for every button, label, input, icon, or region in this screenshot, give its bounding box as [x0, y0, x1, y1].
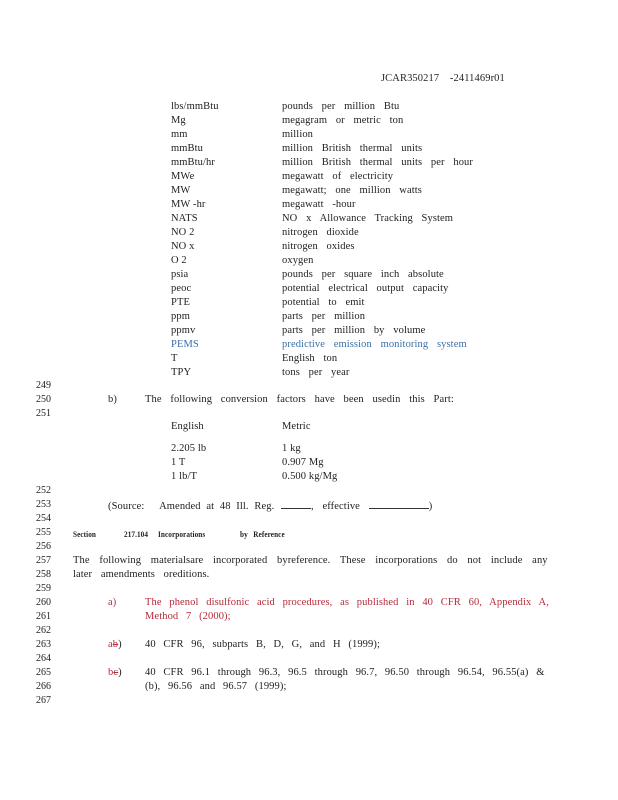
abbreviation-definition: predictive emission monitoring system — [282, 339, 467, 350]
source-amended: Amended at 48 Ill. Reg. — [159, 501, 275, 512]
line-number: 265 — [36, 667, 51, 678]
abbreviation-term: NO x — [171, 241, 195, 252]
line-number: 256 — [36, 541, 51, 552]
abbreviation-definition: million — [282, 129, 314, 140]
abbreviation-definition: megagram or metric ton — [282, 115, 404, 126]
document-id-suffix: -2411469r01 — [449, 73, 505, 84]
abbreviation-definition: oxygen — [282, 255, 314, 266]
line-number: 267 — [36, 695, 51, 706]
abbreviation-term: NO 2 — [171, 227, 195, 238]
line-number: 260 — [36, 597, 51, 608]
line-number: 249 — [36, 380, 51, 391]
abbreviation-term: mmBtu/hr — [171, 157, 215, 168]
abbreviation-definition: nitrogen dioxide — [282, 227, 359, 238]
line-number: 261 — [36, 611, 51, 622]
abbreviation-definition: tons per year — [282, 367, 350, 378]
source-note — [108, 499, 432, 513]
item-a-text: The phenol disulfonic acid procedures, as published in 40 CFR 60, Appendix A, — [145, 597, 549, 608]
section-title-continued: by Reference — [240, 530, 285, 539]
line-number: 262 — [36, 625, 51, 636]
abbreviation-term: PTE — [171, 297, 190, 308]
item-b-label-paren: ) — [118, 639, 122, 650]
conversion-header-english: English — [171, 421, 204, 432]
abbreviation-definition: million British thermal units — [282, 143, 423, 154]
abbreviation-term: peoc — [171, 283, 192, 294]
abbreviation-definition: megawatt; one million watts — [282, 185, 422, 196]
abbreviation-term: MWe — [171, 171, 195, 182]
abbreviation-term: mm — [171, 129, 188, 140]
conversion-metric-value: 1 kg — [282, 443, 301, 454]
item-c-label-new: b — [108, 667, 114, 678]
abbreviation-definition: NO x Allowance Tracking System — [282, 213, 454, 224]
abbreviation-term: Mg — [171, 115, 186, 126]
incorporation-paragraph-line: The following materialsare incorporated byreference. These incorporations do not include any — [73, 555, 548, 566]
item-b-text: 40 CFR 96, subparts B, D, G, and H (1999); — [145, 639, 380, 650]
section-word: Section — [73, 530, 97, 539]
abbreviation-definition: nitrogen oxides — [282, 241, 355, 252]
abbreviation-term: TPY — [171, 367, 192, 378]
conversion-label: b) — [108, 394, 117, 405]
conversion-metric-value: 0.500 kg/Mg — [282, 471, 338, 482]
abbreviation-definition: potential electrical output capacity — [282, 283, 449, 294]
item-a-text-continued: Method 7 (2000); — [145, 611, 231, 622]
item-b-label-old: b — [112, 639, 119, 650]
line-number: 264 — [36, 653, 51, 664]
line-number: 255 — [36, 527, 51, 538]
line-number: 251 — [36, 408, 51, 419]
line-number: 253 — [36, 499, 51, 510]
abbreviation-term: O 2 — [171, 255, 187, 266]
section-title: Incorporations — [158, 530, 206, 539]
section-number: 217.104 — [124, 530, 149, 539]
abbreviation-definition: pounds per square inch absolute — [282, 269, 444, 280]
abbreviation-term: lbs/mmBtu — [171, 101, 219, 112]
line-number: 258 — [36, 569, 51, 580]
conversion-metric-value: 0.907 Mg — [282, 457, 324, 468]
line-number: 250 — [36, 394, 51, 405]
incorporation-paragraph-line: later amendments oreditions. — [73, 569, 210, 580]
conversion-header-metric: Metric — [282, 421, 311, 432]
abbreviation-definition: million British thermal units per hour — [282, 157, 473, 168]
line-number: 252 — [36, 485, 51, 496]
item-c-text: 40 CFR 96.1 through 96.3, 96.5 through 96.7, 96.50 through 96.54, 96.55(a) & — [145, 667, 545, 678]
conversion-english-value: 1 lb/T — [171, 471, 197, 482]
line-number: 254 — [36, 513, 51, 524]
line-number: 266 — [36, 681, 51, 692]
item-c-label-old: c — [113, 667, 119, 678]
reg-number-blank — [281, 499, 311, 509]
conversion-intro: The following conversion factors have been usedin this Part: — [145, 394, 454, 405]
item-a-label: a) — [108, 597, 117, 608]
conversion-english-value: 2.205 lb — [171, 443, 207, 454]
abbreviation-term: ppmv — [171, 325, 196, 336]
source-prefix: (Source: — [108, 501, 145, 512]
item-c-label-paren: ) — [118, 667, 122, 678]
abbreviation-term: PEMS — [171, 339, 199, 350]
line-number: 257 — [36, 555, 51, 566]
abbreviation-definition: English ton — [282, 353, 338, 364]
item-b-label-new: a — [108, 639, 113, 650]
effective-date-blank — [369, 499, 429, 509]
abbreviation-term: MW — [171, 185, 191, 196]
line-number: 259 — [36, 583, 51, 594]
document-id — [381, 73, 505, 85]
item-c-text-continued: (b), 96.56 and 96.57 (1999); — [145, 681, 287, 692]
abbreviation-definition: parts per million by volume — [282, 325, 426, 336]
abbreviation-term: psia — [171, 269, 189, 280]
conversion-english-value: 1 T — [171, 457, 186, 468]
line-number: 263 — [36, 639, 51, 650]
item-c-label — [108, 667, 122, 679]
abbreviation-term: ppm — [171, 311, 190, 322]
item-b-label — [108, 639, 122, 651]
abbreviation-term: NATS — [171, 213, 198, 224]
abbreviation-term: T — [171, 353, 178, 364]
document-id-code: JCAR350217 — [381, 73, 440, 84]
abbreviation-definition: megawatt -hour — [282, 199, 356, 210]
abbreviation-term: MW -hr — [171, 199, 206, 210]
source-comma: , — [311, 501, 314, 512]
abbreviation-term: mmBtu — [171, 143, 204, 154]
abbreviation-definition: potential to emit — [282, 297, 365, 308]
abbreviation-definition: megawatt of electricity — [282, 171, 394, 182]
source-close: ) — [428, 501, 433, 512]
source-effective: effective — [322, 501, 360, 512]
abbreviation-definition: pounds per million Btu — [282, 101, 400, 112]
abbreviation-definition: parts per million — [282, 311, 366, 322]
